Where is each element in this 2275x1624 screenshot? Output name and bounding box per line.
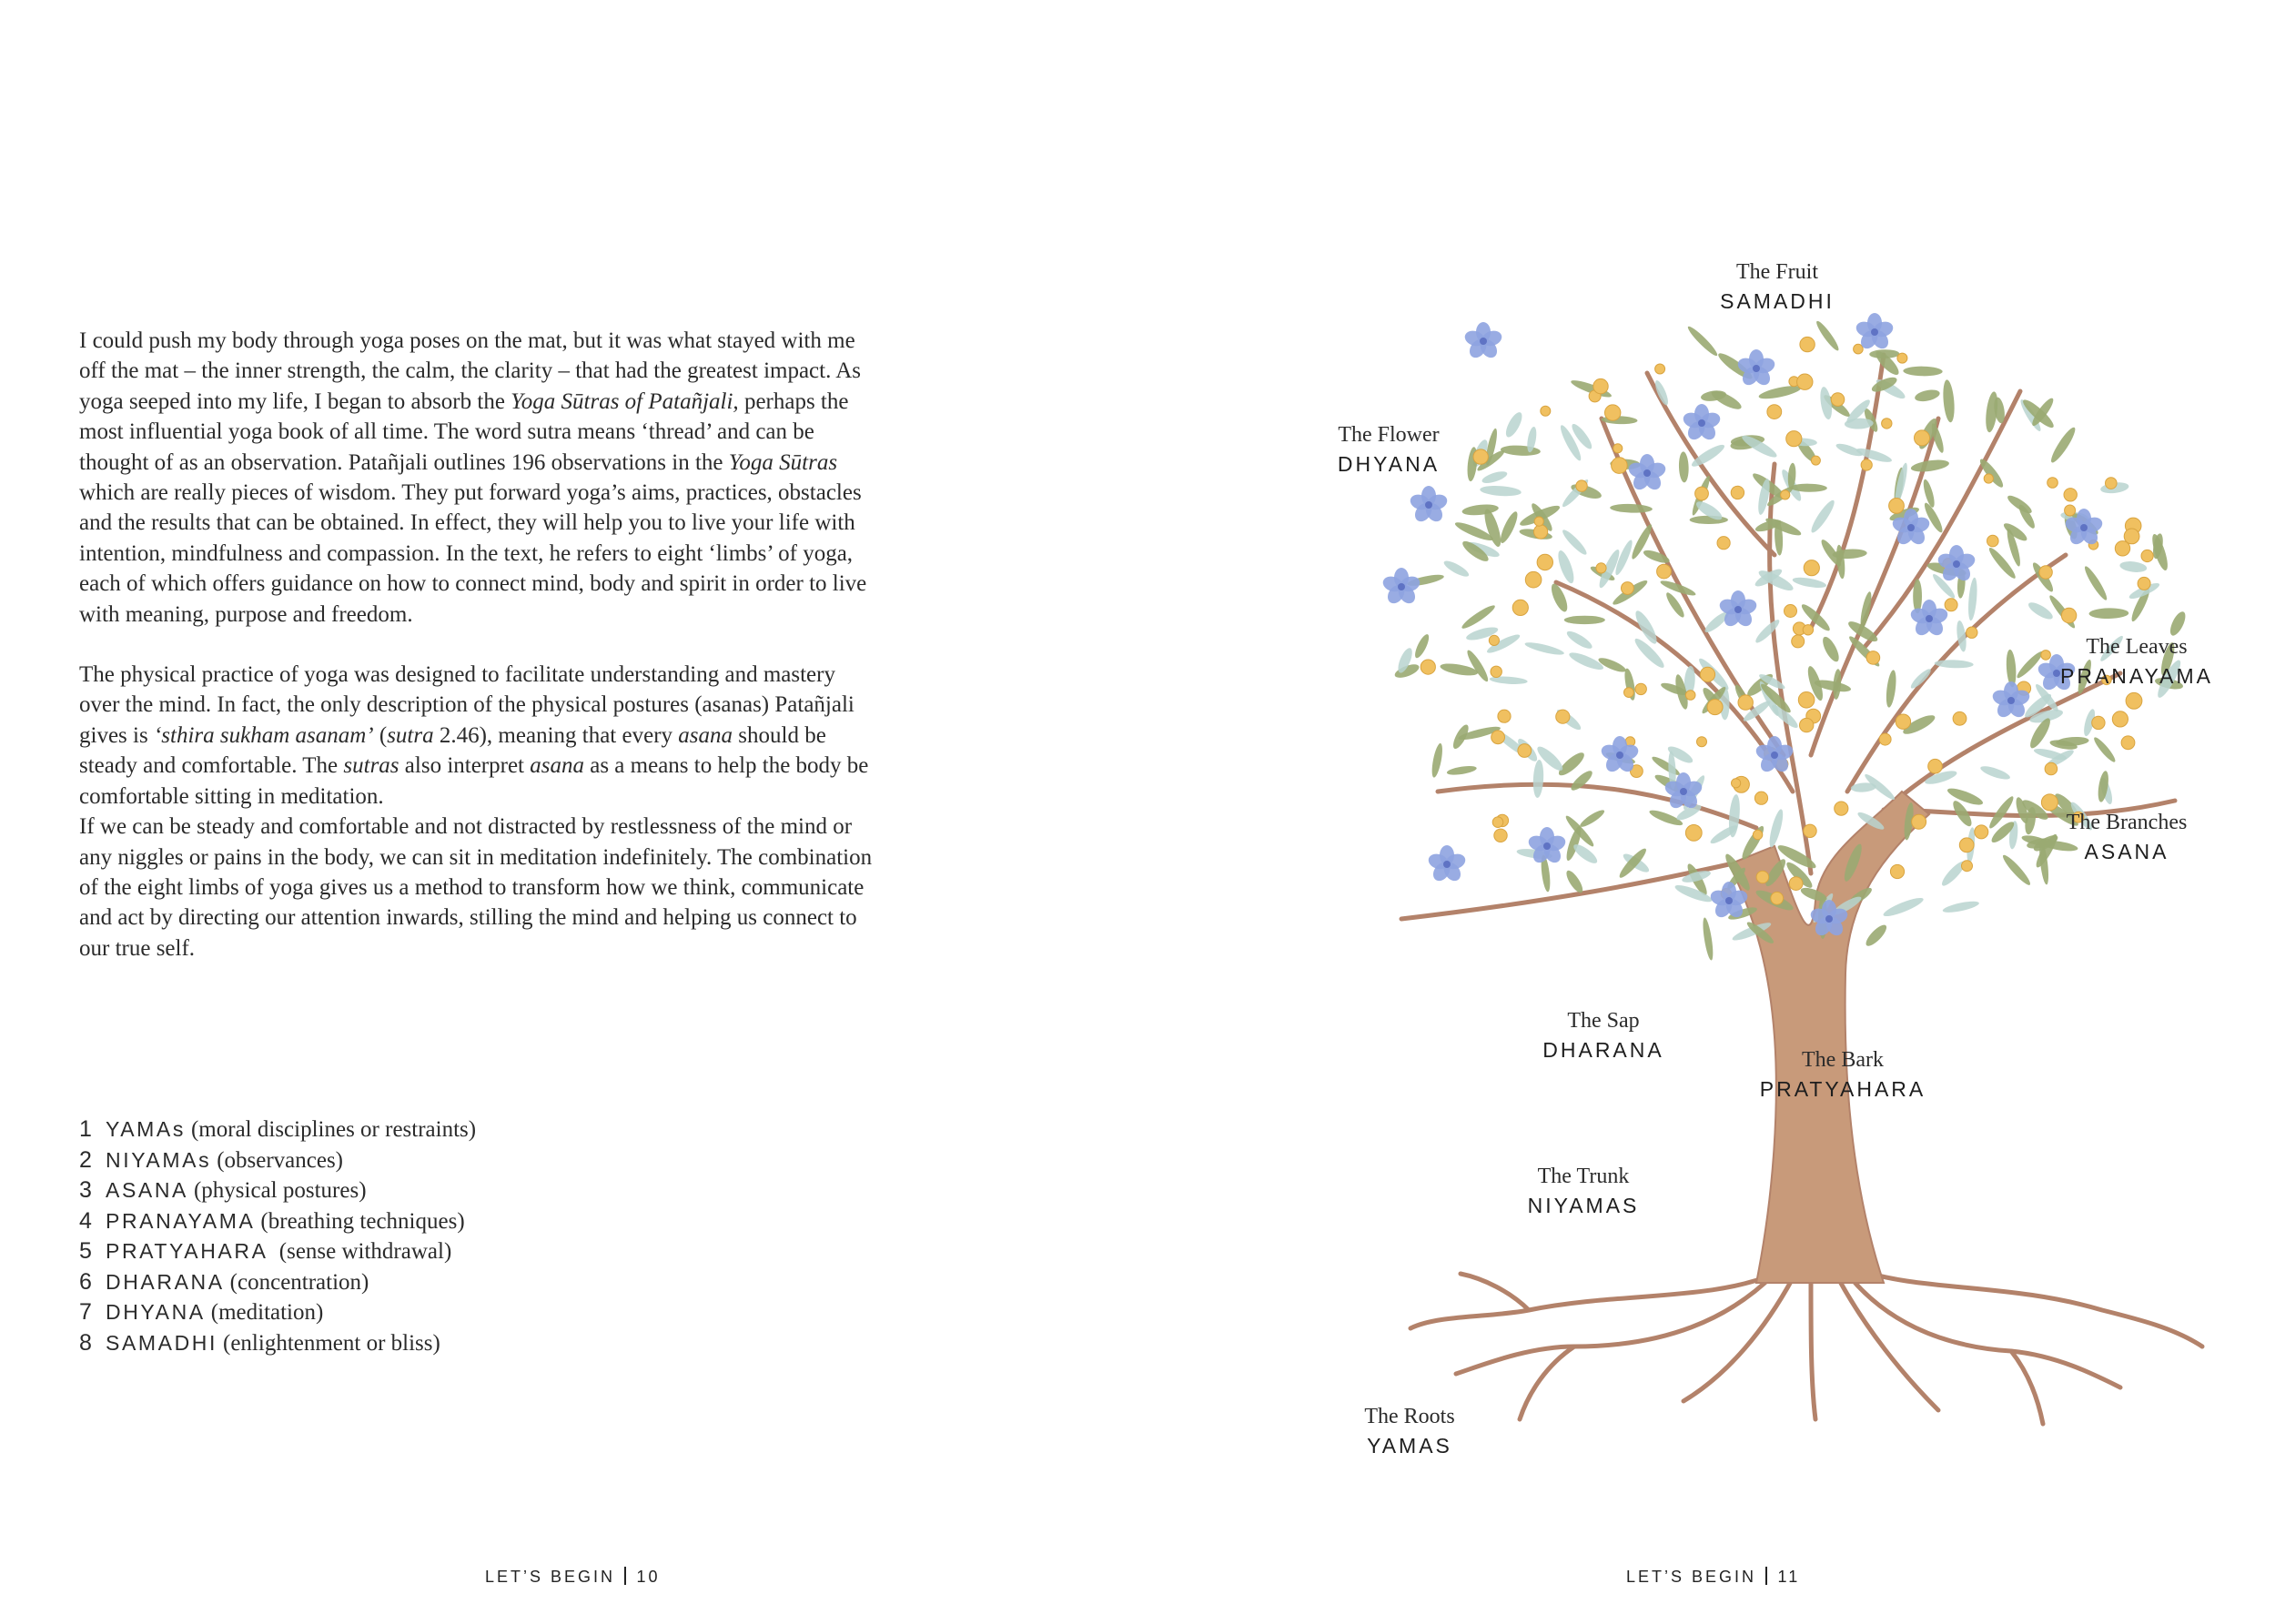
physical-practice-paragraph xyxy=(79,660,880,963)
fruit xyxy=(1804,560,1819,576)
label-leaves xyxy=(2060,633,2213,691)
label-sanskrit: PRATYAHARA xyxy=(1759,1077,1926,1101)
fruit xyxy=(1831,393,1845,407)
fruit xyxy=(1756,871,1769,883)
limb-name: PRATYAHARA xyxy=(106,1239,268,1263)
fruit xyxy=(1492,817,1503,828)
fruit xyxy=(1928,759,1943,773)
leaf xyxy=(2082,564,2109,602)
fruit xyxy=(1792,635,1805,648)
fruit xyxy=(2121,736,2135,750)
flower-center xyxy=(1725,897,1733,904)
fruit xyxy=(1882,419,1892,429)
limb-description: (moral disciplines or restraints) xyxy=(190,1117,477,1142)
italic-text-run: Yoga Sūtras of Patañjali, xyxy=(511,388,739,414)
leaf xyxy=(1524,641,1565,658)
limb-name: DHYANA xyxy=(106,1300,206,1324)
flower-center xyxy=(1825,915,1833,923)
flower-center xyxy=(1753,365,1760,372)
fruit xyxy=(1987,535,1999,547)
limb-number: 4 xyxy=(79,1207,92,1234)
leaf xyxy=(1502,410,1525,439)
leaf xyxy=(1882,894,1926,919)
label-english: The Sap xyxy=(1567,1009,1640,1033)
fruit xyxy=(1596,563,1606,573)
fruit xyxy=(1738,695,1753,710)
footer-section-title: LET’S BEGIN xyxy=(485,1568,616,1586)
label-sanskrit: YAMAS xyxy=(1367,1434,1452,1458)
fruit xyxy=(2112,711,2128,727)
root-line xyxy=(1461,1274,1529,1310)
limb-list-item xyxy=(79,1236,476,1267)
fruit xyxy=(1767,405,1782,419)
leaf xyxy=(2000,852,2033,888)
flower xyxy=(1381,568,1422,607)
label-branches xyxy=(2067,809,2188,867)
fruit xyxy=(1525,571,1542,588)
limb-description: (observances) xyxy=(217,1147,344,1173)
leaf xyxy=(1560,528,1589,558)
fruit xyxy=(2061,608,2076,622)
fruit xyxy=(1421,660,1435,674)
flower-center xyxy=(1907,524,1915,531)
limb-list-item xyxy=(79,1206,476,1237)
leaf xyxy=(1814,319,1841,353)
fruit xyxy=(1889,499,1905,514)
fruit xyxy=(2048,478,2058,489)
fruit xyxy=(2141,550,2153,561)
leaf xyxy=(1430,742,1444,778)
leaf xyxy=(2027,600,2056,622)
flower xyxy=(1718,590,1759,630)
fruit xyxy=(1473,449,1488,464)
leaf xyxy=(2088,608,2128,619)
italic-text-run: sutra xyxy=(387,722,434,748)
root-line xyxy=(1811,1278,1815,1419)
leaf xyxy=(1921,479,1936,509)
fruit xyxy=(1786,431,1802,447)
flower-center xyxy=(1680,788,1687,795)
limb-description: (breathing techniques) xyxy=(260,1208,465,1234)
label-sanskrit: DHARANA xyxy=(1542,1038,1664,1062)
leaf xyxy=(1412,632,1431,660)
leaf xyxy=(1461,503,1499,517)
italic-text-run: asana xyxy=(530,753,584,779)
label-bark xyxy=(1760,1046,1926,1105)
text-run: also interpret xyxy=(399,753,531,779)
fruit xyxy=(1953,711,1967,725)
text-run: I could push my body through yoga poses on the mat, but it was what stayed with me off the mat – the inner strength, the calm, the clarity – that had the greatest impact. As yoga seeped into my life, I began to absorb the xyxy=(79,328,861,414)
leaf xyxy=(2001,520,2029,543)
footer-divider xyxy=(1765,1567,1767,1585)
limb-list-item xyxy=(79,1175,476,1206)
fruit xyxy=(1866,651,1880,665)
leaf xyxy=(1977,457,2007,490)
leaf xyxy=(1446,764,1477,776)
fruit xyxy=(2065,505,2076,516)
root-line xyxy=(2011,1351,2043,1424)
leaf xyxy=(1498,509,1521,545)
leaf xyxy=(1555,549,1577,585)
fruit xyxy=(1967,627,1977,638)
fruit xyxy=(1498,710,1511,722)
leaf xyxy=(2119,560,2148,574)
limb-list-item xyxy=(79,1297,476,1328)
leaf xyxy=(1910,458,1950,473)
limb-number: 2 xyxy=(79,1146,92,1173)
limb-list-item xyxy=(79,1328,476,1359)
label-sanskrit: SAMADHI xyxy=(1720,289,1835,313)
leaf xyxy=(1480,485,1522,498)
label-english: The Leaves xyxy=(2086,635,2188,659)
leaf xyxy=(1885,670,1897,708)
flower-center xyxy=(1771,751,1778,759)
fruit xyxy=(2126,692,2142,709)
label-trunk xyxy=(1528,1163,1640,1221)
tree-roots xyxy=(1410,1269,2202,1424)
limb-number: 5 xyxy=(79,1238,92,1264)
flower xyxy=(1736,349,1777,388)
limb-name: ASANA xyxy=(106,1178,188,1202)
fruit xyxy=(1912,814,1926,829)
flower-center xyxy=(2007,697,2015,704)
fruit xyxy=(1984,474,1993,483)
leaf xyxy=(2006,493,2035,517)
fruit xyxy=(2064,489,2077,501)
fruit xyxy=(1811,456,1820,465)
fruit xyxy=(1800,337,1815,351)
leaf xyxy=(1685,324,1720,358)
fruit xyxy=(1707,700,1723,715)
fruit xyxy=(1556,710,1570,723)
fruit xyxy=(1512,600,1528,615)
flower-center xyxy=(1698,419,1705,427)
limb-description: (enlightenment or bliss) xyxy=(223,1330,440,1356)
leaf xyxy=(1820,634,1843,663)
fruit xyxy=(2039,566,2052,579)
text-run: 2.46), meaning that every xyxy=(433,722,679,748)
label-english: The Roots xyxy=(1364,1405,1455,1428)
leaf xyxy=(1564,629,1594,652)
fruit xyxy=(2045,762,2058,775)
limb-list-item xyxy=(79,1267,476,1298)
leaf xyxy=(1979,763,2012,782)
leaf xyxy=(1792,576,1827,590)
leaf xyxy=(1767,808,1786,848)
leaf xyxy=(1501,445,1542,457)
label-flower xyxy=(1338,421,1440,479)
text-run: should be steady and comfortable. The xyxy=(79,722,826,779)
fruit xyxy=(1655,364,1665,374)
limb-description: (meditation) xyxy=(210,1300,324,1325)
fruit xyxy=(2092,716,2105,729)
fruit xyxy=(1494,829,1507,842)
leaf xyxy=(1578,808,1606,830)
root-line xyxy=(1410,1274,1774,1328)
fruit xyxy=(1685,691,1695,701)
limb-name: YAMAs xyxy=(106,1117,186,1141)
italic-text-run: sutras xyxy=(343,753,399,779)
limb-description: (sense withdrawal) xyxy=(273,1239,452,1264)
label-english: The Trunk xyxy=(1537,1165,1630,1188)
fruit xyxy=(2041,794,2058,811)
leaf xyxy=(1481,469,1509,486)
limb-number: 6 xyxy=(79,1268,92,1295)
fruit xyxy=(1897,353,1907,363)
leaf xyxy=(1532,760,1544,799)
leaf xyxy=(1464,648,1491,683)
flower xyxy=(1427,845,1468,884)
leaf xyxy=(1914,388,1941,403)
footer-right xyxy=(1626,1567,1800,1587)
leaf xyxy=(1869,349,1899,358)
fruit xyxy=(2041,651,2051,661)
label-english: The Branches xyxy=(2066,811,2188,834)
fruit xyxy=(1962,861,1973,872)
limb-description: (concentration) xyxy=(229,1269,369,1295)
leaf xyxy=(1942,379,1956,423)
fruit xyxy=(1622,582,1634,595)
leaf xyxy=(1678,451,1689,482)
limb-name: NIYAMAs xyxy=(106,1147,212,1172)
fruit xyxy=(1697,737,1707,747)
limb-name: DHARANA xyxy=(106,1269,225,1294)
leaf xyxy=(1863,922,1889,949)
fruit xyxy=(1975,825,1988,839)
leaf xyxy=(1942,899,1980,914)
leaf xyxy=(1481,508,1504,549)
limb-description: (physical postures) xyxy=(193,1178,367,1203)
limb-list-item xyxy=(79,1145,476,1176)
limb-number: 8 xyxy=(79,1329,92,1356)
limb-list-item xyxy=(79,1115,476,1145)
fruit xyxy=(1945,599,1957,611)
fruit xyxy=(1753,830,1762,839)
branch-line xyxy=(1438,784,1756,828)
fruit xyxy=(1789,877,1803,891)
fruit xyxy=(1803,625,1813,635)
root-line xyxy=(1684,1278,1793,1401)
text-run: which are really pieces of wisdom. They put forward yoga’s aims, practices, obstacles and the results that can be obtained. In effect, they will help you to live your life with intention, mindfulness and compassion. In the text, he refers to eight ‘limbs’ of yoga, each of which offers guidance on how to connect mind, body and spirit in order to live with meaning, purpose and freedom. xyxy=(79,480,867,627)
text-run: If we can be steady and comfortable and not distracted by restlessness of the mind or any niggles or pains in the body, we can sit in meditation indefinitely. The combination of the eight limbs of yoga gives us a method to transform how we think, communicate and act by directing our attention inwards, stilling the mind and helping us connect to our true self. xyxy=(79,814,873,961)
label-english: The Flower xyxy=(1338,423,1440,447)
text-run: The physical practice of yoga was designed to facilitate understanding and mastery over the mind. In fact, the only description of the physical postures (asanas) Patañjali gives is xyxy=(79,662,854,748)
label-english: The Bark xyxy=(1802,1048,1884,1072)
fruit xyxy=(1915,430,1930,446)
fruit xyxy=(1797,374,1813,389)
limb-number: 7 xyxy=(79,1299,92,1325)
fruit xyxy=(1534,517,1543,526)
flower-center xyxy=(1734,606,1742,613)
leaf xyxy=(1442,558,1471,579)
flower-center xyxy=(1953,560,1960,568)
italic-text-run: ‘sthira sukham asanam’ xyxy=(153,722,374,748)
fruit xyxy=(1685,825,1702,842)
fruit xyxy=(1731,486,1744,499)
fruit xyxy=(1754,792,1767,804)
fruit xyxy=(1537,554,1552,570)
fruit xyxy=(1605,405,1621,420)
limb-number: 3 xyxy=(79,1177,92,1203)
label-roots xyxy=(1364,1403,1454,1461)
fruit xyxy=(1613,444,1623,453)
label-sanskrit: ASANA xyxy=(2084,840,2169,863)
fruit xyxy=(1541,406,1551,416)
fruit xyxy=(2106,478,2118,489)
fruit xyxy=(1800,718,1814,731)
flower-center xyxy=(1425,501,1432,509)
fruit xyxy=(1593,378,1608,393)
flower-center xyxy=(2053,670,2060,677)
flower-center xyxy=(1443,861,1451,868)
text-run: ( xyxy=(373,722,388,748)
fruit xyxy=(2138,577,2150,590)
label-fruit xyxy=(1720,258,1835,317)
root-line xyxy=(1520,1347,1574,1419)
fruit xyxy=(1804,824,1816,837)
leaf xyxy=(1569,768,1595,793)
leaf xyxy=(1913,579,1922,613)
leaf xyxy=(1946,785,1985,808)
label-english: The Fruit xyxy=(1735,260,1818,284)
label-sap xyxy=(1542,1007,1663,1065)
fruit xyxy=(1798,692,1815,709)
footer-divider xyxy=(624,1567,626,1585)
leaf xyxy=(1701,917,1714,961)
text-run: perhaps the most influential yoga book of all time. The word sutra means ‘thread’ and can be thought of as an observation. Patañjali outlines 196 observations in the xyxy=(79,388,849,475)
flower-center xyxy=(1926,615,1933,622)
leaf xyxy=(1564,616,1605,624)
flower-center xyxy=(1398,583,1405,590)
fruit xyxy=(1771,892,1784,904)
flower-center xyxy=(2080,524,2088,531)
fruit xyxy=(1491,731,1505,744)
text-run: as a means to help the body be comfortable sitting in meditation. xyxy=(79,753,869,809)
fruit xyxy=(1518,744,1532,758)
page-number: 11 xyxy=(1777,1568,1801,1586)
footer-section-title: LET’S BEGIN xyxy=(1626,1568,1757,1586)
flower xyxy=(1527,827,1568,866)
leaf xyxy=(1563,868,1585,895)
fruit xyxy=(1785,605,1797,618)
footer-left xyxy=(485,1567,661,1587)
leaf xyxy=(1967,577,1978,620)
label-sanskrit: PRANAYAMA xyxy=(2059,664,2214,688)
leaf xyxy=(2091,735,2118,764)
italic-text-run: asana xyxy=(678,722,733,748)
intro-paragraph xyxy=(79,326,880,630)
flower xyxy=(1682,404,1723,443)
leaf xyxy=(1754,617,1783,645)
fruit xyxy=(1624,688,1634,698)
leaf xyxy=(1903,366,1943,376)
leaf xyxy=(1460,602,1497,631)
root-line xyxy=(1838,1278,1938,1410)
leaf xyxy=(1935,660,1974,669)
fruit xyxy=(1835,802,1848,815)
limb-number: 1 xyxy=(79,1116,92,1142)
flower-center xyxy=(1543,842,1551,850)
fruit xyxy=(1491,666,1502,677)
flower xyxy=(1936,545,1977,584)
leaf xyxy=(1673,883,1714,905)
flower xyxy=(1463,322,1504,361)
label-sanskrit: NIYAMAS xyxy=(1527,1194,1640,1217)
body-text xyxy=(79,326,880,963)
fruit xyxy=(1612,458,1628,474)
leaf xyxy=(1808,498,1837,535)
italic-text-run: Yoga Sūtras xyxy=(728,449,838,475)
fruit xyxy=(1534,525,1548,539)
fruit xyxy=(1717,537,1730,550)
fruit xyxy=(1732,779,1741,788)
flower-center xyxy=(1643,469,1651,477)
flower-center xyxy=(1616,751,1623,759)
page-number: 10 xyxy=(636,1568,661,1586)
fruit xyxy=(1896,714,1910,729)
flower xyxy=(1409,486,1450,525)
leaf xyxy=(1616,846,1649,881)
fruit xyxy=(1635,683,1646,694)
limb-name: SAMADHI xyxy=(106,1330,217,1355)
leaf xyxy=(1690,516,1728,524)
fruit xyxy=(2115,541,2129,556)
fruit xyxy=(1781,490,1790,499)
leaf xyxy=(1610,503,1653,513)
fruit xyxy=(1489,635,1499,645)
fruit xyxy=(1854,344,1864,354)
fruit xyxy=(1879,733,1891,745)
fruit xyxy=(1695,487,1709,500)
fruit xyxy=(1700,667,1714,681)
label-sanskrit: DHYANA xyxy=(1337,452,1441,476)
limb-name: PRANAYAMA xyxy=(106,1208,256,1233)
leaf xyxy=(2048,425,2078,465)
fruit xyxy=(1861,459,1872,470)
fruit xyxy=(1890,864,1904,878)
eight-limbs-list xyxy=(79,1115,476,1358)
fruit xyxy=(1576,480,1587,491)
root-line xyxy=(1856,1269,2202,1347)
fruit xyxy=(1959,838,1974,852)
flower-center xyxy=(1480,338,1487,345)
flower-center xyxy=(1871,328,1878,336)
fruit xyxy=(1657,564,1672,579)
leaf xyxy=(1571,842,1600,867)
